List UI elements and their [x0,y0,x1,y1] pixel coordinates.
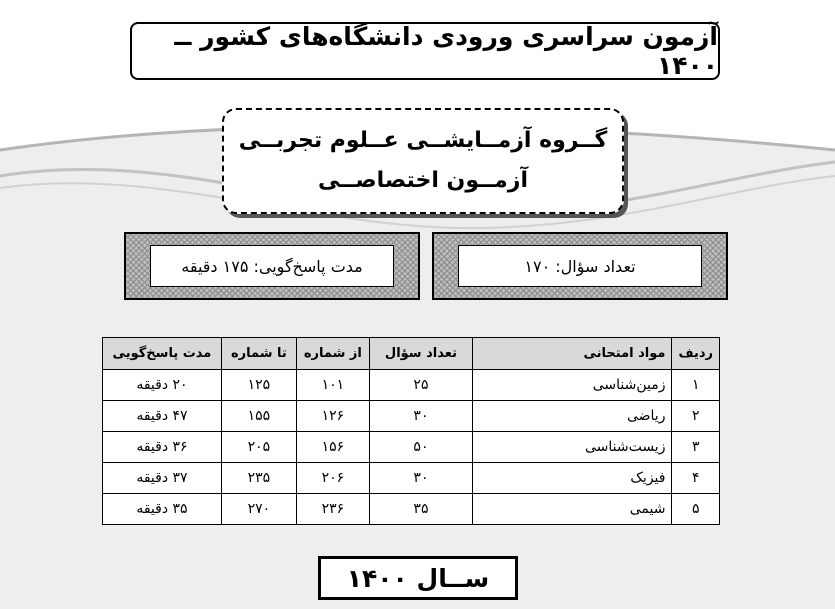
to-number: ۲۷۰ [221,494,296,525]
table-row [103,401,720,432]
subjects-table [102,337,720,525]
from-number: ۱۰۱ [296,370,369,401]
subject-name: زمین‌شناسی [473,370,672,401]
header-to-number: تا شماره [221,338,296,370]
table-header-row [103,338,720,370]
subject-name: فیزیک [473,463,672,494]
table-row [103,432,720,463]
exam-year: ســال ۱۴۰۰ [346,563,490,593]
question-count: ۳۵ [369,494,472,525]
question-count: ۵۰ [369,432,472,463]
from-number: ۲۰۶ [296,463,369,494]
table-row [103,463,720,494]
exam-title-box [130,22,720,80]
row-number: ۲ [672,401,720,432]
row-number: ۳ [672,432,720,463]
header-duration: مدت پاسخ‌گویی [103,338,222,370]
from-number: ۱۲۶ [296,401,369,432]
from-number: ۱۵۶ [296,432,369,463]
total-question-count: تعداد سؤال: ۱۷۰ [524,256,636,276]
row-number: ۱ [672,370,720,401]
subject-name: شیمی [473,494,672,525]
exam-year-box [318,556,518,600]
question-count: ۳۰ [369,401,472,432]
exam-title: آزمون سراسری ورودی دانشگاه‌های کشور ــ ۱۴۰۰ [174,22,718,80]
to-number: ۱۵۵ [221,401,296,432]
subject-duration: ۳۵ دقیقه [103,494,222,525]
question-count: ۳۰ [369,463,472,494]
to-number: ۱۲۵ [221,370,296,401]
total-duration: مدت پاسخ‌گویی: ۱۷۵ دقیقه [181,256,363,276]
duration-box [124,232,420,300]
subject-duration: ۲۰ دقیقه [103,370,222,401]
subject-duration: ۴۷ دقیقه [103,401,222,432]
header-row-number: ردیف [672,338,720,370]
subject-duration: ۳۶ دقیقه [103,432,222,463]
from-number: ۲۳۶ [296,494,369,525]
header-subject: مواد امتحانی [473,338,672,370]
exam-group-label: گــروه آزمــایشــی عــلوم تجربــی [238,128,608,153]
row-number: ۵ [672,494,720,525]
subject-name: زیست‌شناسی [473,432,672,463]
subject-duration: ۳۷ دقیقه [103,463,222,494]
question-count-box [432,232,728,300]
header-from-number: از شماره [296,338,369,370]
to-number: ۲۰۵ [221,432,296,463]
table-row [103,494,720,525]
header-question-count: تعداد سؤال [369,338,472,370]
question-count: ۲۵ [369,370,472,401]
exam-type-label: آزمــون اختصاصــی [318,168,528,193]
to-number: ۲۳۵ [221,463,296,494]
exam-group-box [222,108,624,214]
table-row [103,370,720,401]
subject-name: ریاضی [473,401,672,432]
row-number: ۴ [672,463,720,494]
